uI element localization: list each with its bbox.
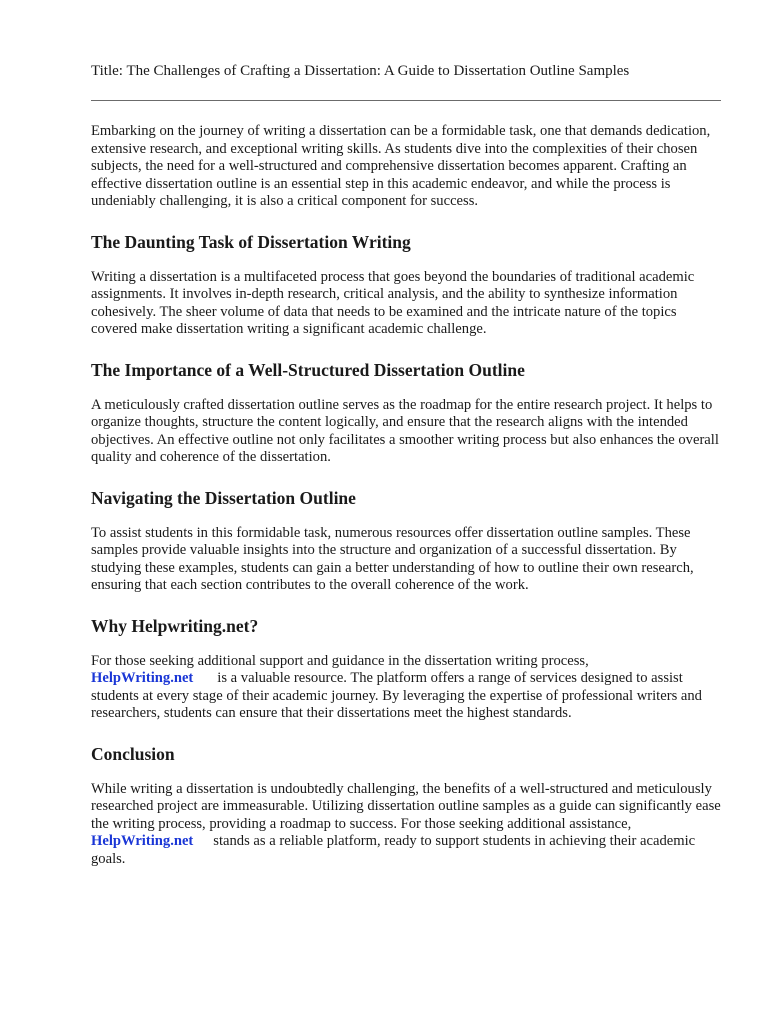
why-text-after: is a valuable resource. The platform offers a range of services designed to assist students at every stage of their academic journey. By leveraging the expertise of professional writers and researchers, students can ensure that their dissertations meet the highest standards.: [91, 670, 702, 721]
title-divider: [91, 100, 721, 101]
intro-paragraph: Embarking on the journey of writing a dissertation can be a formidable task, one that demands dedication, extensive research, and exceptional writing skills. As students dive into the complexities of their chosen subjects, the need for a well-structured and comprehensive dissertation becomes apparent. Crafting an effective dissertation outline is an essential step in this academic endeavor, and while the process is undeniably challenging, it is also a critical component for success.: [91, 123, 711, 209]
section-heading-conclusion: Conclusion: [91, 743, 175, 764]
section-body-conclusion: [91, 781, 721, 869]
document-title: Title: The Challenges of Crafting a Dissertation: A Guide to Dissertation Outline Samples: [91, 63, 630, 79]
section-heading-importance: The Importance of a Well-Structured Dissertation Outline: [91, 359, 525, 380]
section-heading-navigating: Navigating the Dissertation Outline: [91, 487, 356, 508]
section-body-why-helpwriting: [91, 653, 721, 723]
section-body-daunting-task: Writing a dissertation is a multifaceted process that goes beyond the boundaries of traditional academic assignments. It involves in-depth research, critical analysis, and the ability to synthesize information cohesively. The sheer volume of data that needs to be examined and the intricate nature of the topics covered make dissertation writing a significant academic challenge.: [91, 268, 695, 337]
section-heading-why-helpwriting: Why Helpwriting.net?: [91, 615, 259, 636]
section-heading-daunting-task: The Daunting Task of Dissertation Writing: [91, 231, 411, 252]
section-body-navigating: To assist students in this formidable task, numerous resources offer dissertation outline samples. These samples provide valuable insights into the structure and organization of a successful dissertation. By studying these examples, students can gain a better understanding of how to outline their own research, ensuring that each section contributes to the overall coherence of the work.: [91, 524, 694, 593]
helpwriting-link-conclusion[interactable]: HelpWriting.net: [91, 833, 194, 849]
why-text-before: For those seeking additional support and guidance in the dissertation writing process,: [91, 652, 589, 669]
document-body: [91, 123, 721, 889]
conclusion-text-after: stands as a reliable platform, ready to support students in achieving their academic goals.: [91, 833, 696, 867]
helpwriting-link[interactable]: HelpWriting.net: [91, 670, 194, 686]
section-body-importance: A meticulously crafted dissertation outline serves as the roadmap for the entire research project. It helps to organize thoughts, structure the content logically, and ensure that the research aligns with the intended objectives. An effective outline not only facilitates a smoother writing process but also enhances the overall quality and coherence of the dissertation.: [91, 396, 719, 465]
conclusion-text-before: While writing a dissertation is undoubtedly challenging, the benefits of a well-structured and meticulously researched project are immeasurable. Utilizing dissertation outline samples as a guide can significantly ease the writing process, providing a roadmap to success. For those seeking additional assistance,: [91, 780, 721, 832]
